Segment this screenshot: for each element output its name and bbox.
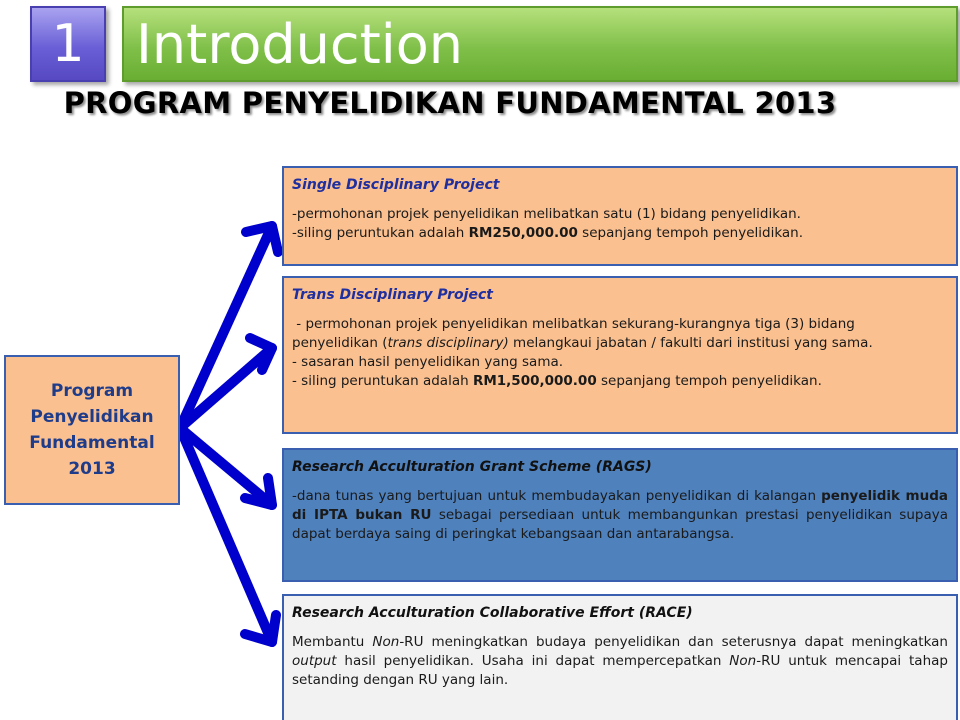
card-title: Single Disciplinary Project [292, 177, 500, 193]
card-title: Trans Disciplinary Project [292, 287, 493, 303]
program-line-3: Fundamental [29, 433, 155, 453]
program-line-4: 2013 [68, 459, 116, 479]
page-title: Introduction [136, 13, 464, 76]
card-trans-disciplinary [282, 276, 958, 434]
arrow-to-single [180, 226, 272, 428]
card-line: -permohonan projek penyelidikan melibatkan satu (1) bidang penyelidikan. [292, 206, 801, 222]
program-line-2: Penyelidikan [30, 407, 154, 427]
program-box [4, 355, 180, 505]
card-single-disciplinary [282, 166, 958, 266]
card-line: - permohonan projek penyelidikan melibatkan sekurang-kurangnya tiga (3) bidang [292, 316, 855, 332]
page-subtitle: PROGRAM PENYELIDIKAN FUNDAMENTAL 2013 [63, 86, 837, 120]
card-race [282, 594, 958, 720]
program-line-1: Program [50, 381, 134, 401]
card-rags [282, 448, 958, 582]
card-body: Membantu Non-RU meningkatkan budaya penyelidikan dan seterusnya dapat meningkatkan output hasil penyelidikan. Usaha ini dapat mempercepatkan Non-RU untuk mencapai tahap setanding dengan RU yang lain. [292, 634, 948, 688]
card-line: penyelidikan (trans disciplinary) melangkaui jabatan / fakulti dari institusi yang sama. [292, 335, 873, 351]
section-number: 1 [51, 14, 85, 74]
card-line: - sasaran hasil penyelidikan yang sama. [292, 354, 564, 370]
card-line: - siling peruntukan adalah RM1,500,000.00 sepanjang tempoh penyelidikan. [292, 373, 822, 389]
card-line: -siling peruntukan adalah RM250,000.00 sepanjang tempoh penyelidikan. [292, 225, 804, 241]
card-title: Research Acculturation Grant Scheme (RAGS) [292, 459, 652, 475]
card-body: -dana tunas yang bertujuan untuk membudayakan penyelidikan di kalangan penyelidik muda di IPTA bukan RU sebagai persediaan untuk membangunkan prestasi penyelidikan supaya dapat berdaya saing di peringkat kebangsaan dan antarabangsa. [292, 488, 948, 542]
card-title: Research Acculturation Collaborative Effort (RACE) [292, 605, 693, 621]
